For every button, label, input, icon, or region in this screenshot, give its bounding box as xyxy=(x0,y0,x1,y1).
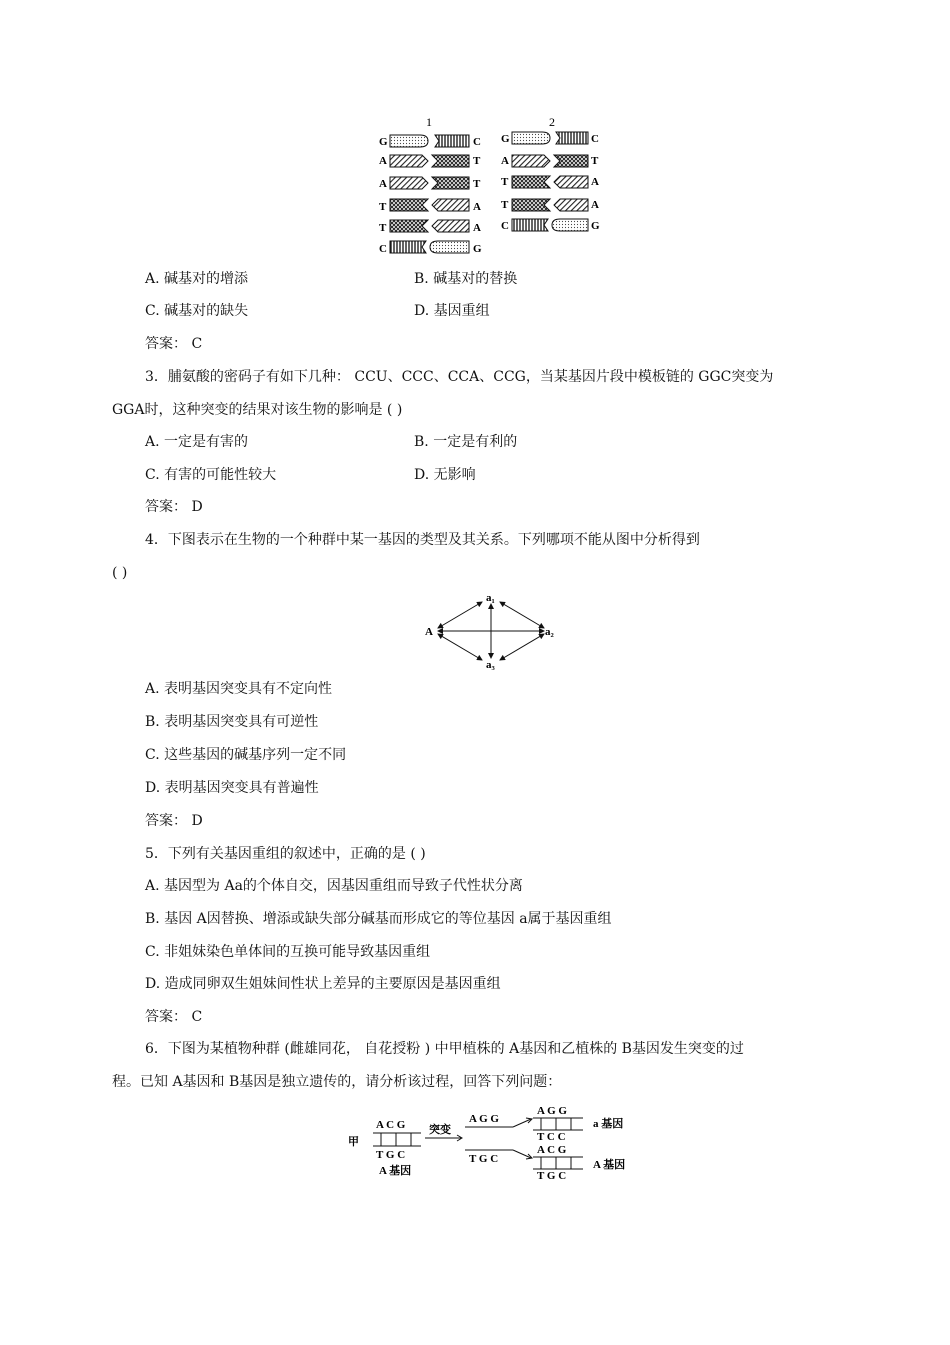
q2-option-a: A. 碱基对的增添 xyxy=(145,271,249,287)
right-partner-3: A xyxy=(591,176,599,188)
q3-stem-line1: 3．脯氨酸的密码子有如下几种： CCU、CCC、CCA、CCG，当某基因片段中模板链的 GGC突变为 xyxy=(145,369,774,385)
q4-stem-line2: ( ) xyxy=(112,565,128,581)
q4-option-a: A. 表明基因突变具有不定向性 xyxy=(145,681,333,697)
r1-gene-label: a 基因 xyxy=(593,1118,624,1130)
q4-option-d: D. 表明基因突变具有普遍性 xyxy=(145,780,319,796)
diagram-node-A: A xyxy=(425,626,433,638)
q4-option-b: B. 表明基因突变具有可逆性 xyxy=(145,714,319,730)
left-base-1: G xyxy=(379,136,388,148)
right-base-4: T xyxy=(501,199,509,211)
plant-label: 甲 xyxy=(348,1136,359,1148)
q5-option-c: C. 非姐妹染色单体间的互换可能导致基因重组 xyxy=(145,944,431,960)
left-partner-4: A xyxy=(473,201,481,213)
r2-bottom-seq: T G C xyxy=(537,1170,567,1182)
dna-pairing-figure xyxy=(372,115,607,260)
q5-answer: 答案： C xyxy=(145,1009,203,1025)
orig-gene-label: A 基因 xyxy=(379,1165,412,1177)
left-partner-6: G xyxy=(473,243,482,255)
q3-answer: 答案： D xyxy=(145,499,203,515)
left-base-6: C xyxy=(379,243,387,255)
figure-label-1: 1 xyxy=(426,115,432,129)
mutation-process-diagram xyxy=(345,1100,645,1185)
right-base-3: T xyxy=(501,176,509,188)
r2-top-seq: A C G xyxy=(537,1144,567,1156)
left-base-5: T xyxy=(379,222,387,234)
right-base-2: A xyxy=(501,155,509,167)
right-partner-2: T xyxy=(591,155,599,167)
mutation-label: 突变 xyxy=(429,1124,451,1136)
r1-bottom-seq: T C C xyxy=(537,1131,566,1143)
diagram-node-a1: a₁ xyxy=(486,592,495,604)
q5-option-a: A. 基因型为 Aa的个体自交，因基因重组而导致子代性状分离 xyxy=(145,878,523,894)
left-base-4: T xyxy=(379,201,387,213)
q4-stem-line1: 4．下图表示在生物的一个种群中某一基因的类型及其关系。下列哪项不能从图中分析得到 xyxy=(145,532,700,548)
q2-option-d: D. 基因重组 xyxy=(414,303,490,319)
q2-answer: 答案： C xyxy=(145,336,203,352)
right-base-1: G xyxy=(501,133,510,145)
q4-answer: 答案： D xyxy=(145,813,203,829)
left-partner-2: T xyxy=(473,155,481,167)
q5-option-b: B. 基因 A因替换、增添或缺失部分碱基而形成它的等位基因 a属于基因重组 xyxy=(145,911,612,927)
right-partner-4: A xyxy=(591,199,599,211)
mut-bottom-seq: T G C xyxy=(469,1153,499,1165)
r1-top-seq: A G G xyxy=(537,1105,567,1117)
q6-stem-line1: 6．下图为某植物种群 (雌雄同花， 自花授粉 ) 中甲植株的 A基因和乙植株的 B基因发生突变的过 xyxy=(145,1041,744,1057)
left-partner-1: C xyxy=(473,136,481,148)
left-base-3: A xyxy=(379,178,387,190)
diagram-node-a2: a₂ xyxy=(545,626,554,638)
figure-label-2: 2 xyxy=(549,115,555,129)
right-partner-1: C xyxy=(591,133,599,145)
right-partner-5: G xyxy=(591,220,600,232)
gene-relation-diagram xyxy=(420,590,570,670)
q6-stem-line2: 程。已知 A基因和 B基因是独立遗传的，请分析该过程，回答下列问题： xyxy=(112,1074,562,1090)
r2-gene-label: A 基因 xyxy=(593,1159,626,1171)
q3-option-d: D. 无影响 xyxy=(414,467,476,483)
q3-option-b: B. 一定是有利的 xyxy=(414,434,518,450)
q3-option-a: A. 一定是有害的 xyxy=(145,434,249,450)
q4-option-c: C. 这些基因的碱基序列一定不同 xyxy=(145,747,347,763)
orig-top-seq: A C G xyxy=(376,1119,406,1131)
left-partner-5: A xyxy=(473,222,481,234)
diagram-node-a3: a₃ xyxy=(486,659,495,670)
mut-top-seq: A G G xyxy=(469,1113,499,1125)
left-partner-3: T xyxy=(473,178,481,190)
q2-option-b: B. 碱基对的替换 xyxy=(414,271,518,287)
q2-option-c: C. 碱基对的缺失 xyxy=(145,303,249,319)
q3-stem-line2: GGA时，这种突变的结果对该生物的影响是 ( ) xyxy=(112,402,403,418)
left-base-2: A xyxy=(379,155,387,167)
q5-option-d: D. 造成同卵双生姐妹间性状上差异的主要原因是基因重组 xyxy=(145,976,501,992)
q3-option-c: C. 有害的可能性较大 xyxy=(145,467,277,483)
right-base-5: C xyxy=(501,220,509,232)
orig-bottom-seq: T G C xyxy=(376,1149,406,1161)
q5-stem: 5．下列有关基因重组的叙述中，正确的是 ( ) xyxy=(145,846,426,862)
